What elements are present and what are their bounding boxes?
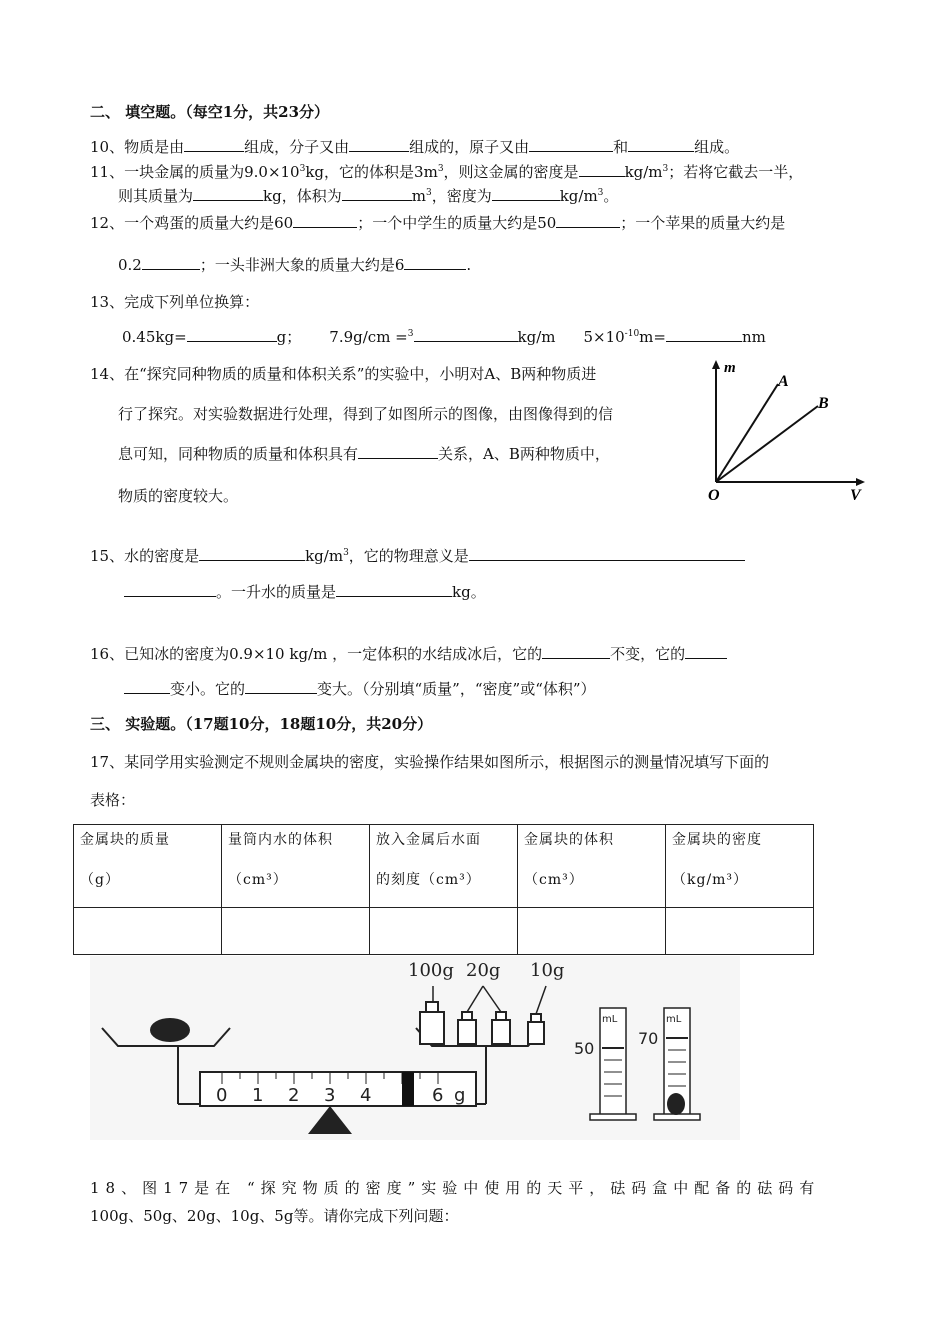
answer-blank[interactable] [187,327,277,342]
cylinder-reading-label: 50 [574,1039,595,1058]
answer-cell-mass[interactable] [74,908,222,955]
question-14-line-2: 行了探究。对实验数据进行处理，得到了如图所示的图像，由图像得到的信 [118,405,614,423]
balance-and-cylinder-figure [90,956,740,1140]
scale-label: 2 [288,1085,300,1106]
answer-blank[interactable] [184,137,244,152]
answer-blank[interactable] [542,644,610,659]
mass-volume-graph [700,356,870,504]
graph-line-a-label: A [778,373,789,390]
answer-blank[interactable] [469,546,745,561]
graph-line-b-label: B [818,395,829,412]
answer-blank[interactable] [193,186,263,201]
graph-x-label: V [850,487,861,504]
answer-blank[interactable] [124,679,170,694]
question-16-line-2: 变小。它的 变大。（分别填“质量”，“密度”或“体积”） [124,679,596,699]
answer-blank[interactable] [358,444,438,459]
answer-blank[interactable] [579,162,625,177]
table-header-row [74,825,814,908]
question-16-line-1: 16、已知冰的密度为0.9×10 kg/m ，一定体积的水结成冰后，它的 不变，它的 [90,644,727,664]
question-14-line-1: 14、在“探究同种物质的质量和体积关系”的实验中，小明对A、B两种物质进 [90,365,597,383]
answer-blank[interactable] [124,582,216,597]
cylinder-reading-label: 70 [638,1029,659,1048]
graph-y-label: m [724,360,736,376]
table-header-cell: 量筒内水的体积 （cm³） [222,825,370,908]
question-12-line-1: 12、一个鸡蛋的质量大约是60 ；一个中学生的质量大约是50 ；一个苹果的质量大约是 [90,214,786,232]
rider-slider [402,1072,414,1106]
weight-20g [492,1020,510,1044]
scale-label: 4 [360,1085,372,1106]
scale-label: 3 [324,1085,336,1106]
weight-label: 20g [466,960,501,981]
answer-cell-metal-volume[interactable] [518,908,666,955]
question-13-title: 13、完成下列单位换算： [90,293,260,311]
table-header-cell: 金属块的密度 （kg/m³） [666,825,814,908]
answer-blank[interactable] [628,137,694,152]
answer-blank[interactable] [142,255,200,270]
scale-label: 6 [432,1085,444,1106]
answer-cell-density[interactable] [666,908,814,955]
weight-20g [458,1020,476,1044]
scale-label: g [454,1085,466,1106]
question-12-line-2: 0.2 ；一头非洲大象的质量大约是6 . [118,256,472,274]
answer-blank[interactable] [342,186,412,201]
table-header-cell: 金属块的体积 （cm³） [518,825,666,908]
weight-label: 100g [408,960,454,981]
answer-blank[interactable] [199,546,305,561]
answer-blank[interactable] [293,213,357,228]
answer-blank[interactable] [404,255,466,270]
answer-blank[interactable] [666,327,742,342]
answer-blank[interactable] [336,582,452,597]
question-11-line-2: 则其质量为 kg，体积为 $m^3$，密度为 $kg/m^3$。 [118,187,619,205]
question-18-line-2: 100g、50g、20g、10g、5g等。请你完成下列问题： [90,1207,459,1225]
weight-10g [528,1022,544,1044]
answer-blank[interactable] [245,679,317,694]
cylinder-unit-label: mL [666,1014,682,1025]
question-11-line-1: 11、一块金属的质量为$9.0\times 10^3kg$，它的体积是$3m^3$，则这金属的密度是 $kg/m^3$；若将它截去一半， [90,163,804,181]
answer-blank[interactable] [556,213,620,228]
answer-blank[interactable] [349,137,409,152]
metal-block-icon [150,1018,190,1042]
measurement-table [73,824,814,955]
question-17-line-2: 表格： [90,791,136,809]
question-13-conversions: 0.45kg= g； 7.9g/cm =$^3$ kg/m $5\times 10^{-10}m=$ nm [122,328,766,346]
question-14-line-4: 物质的密度较大。 [118,487,239,505]
question-15-line-1: 15、水的密度是 $kg/m^3$，它的物理意义是 [90,546,745,566]
answer-cell-water-volume[interactable] [222,908,370,955]
scale-label: 1 [252,1085,264,1106]
question-10: 10、物质是由 组成，分子又由 组成的，原子又由 和 组成。 [90,138,740,156]
section-heading-fill-blank: 二、 填空题。（每空1分，共23分） [90,103,330,121]
answer-blank[interactable] [529,137,613,152]
answer-cell-water-level[interactable] [370,908,518,955]
question-14-line-3: 息可知，同种物质的质量和体积具有 关系，A、B两种物质中， [118,445,610,463]
weight-label: 10g [530,960,565,981]
cylinder-unit-label: mL [602,1014,618,1025]
table-header-cell: 放入金属后水面 的刻度（cm³） [370,825,518,908]
scale-label: 0 [216,1085,228,1106]
section-heading-experiment: 三、 实验题。（17题10分，18题10分，共20分） [90,715,433,733]
answer-blank[interactable] [492,186,560,201]
table-header-cell: 金属块的质量 （g） [74,825,222,908]
metal-block-icon [667,1093,685,1115]
answer-blank[interactable] [685,644,727,659]
answer-blank[interactable] [414,327,518,342]
question-15-line-2: 。一升水的质量是 kg。 [124,582,486,602]
table-row [74,908,814,955]
question-17-line-1: 17、某同学用实验测定不规则金属块的密度，实验操作结果如图所示，根据图示的测量情况填写下面的 [90,753,770,771]
question-18-line-1: 18、图17是在 “探究物质的密度”实验中使用的天平，砝码盒中配备的砝码有 [90,1179,821,1197]
weight-100g [420,1012,444,1044]
graph-origin-label: O [708,487,720,504]
